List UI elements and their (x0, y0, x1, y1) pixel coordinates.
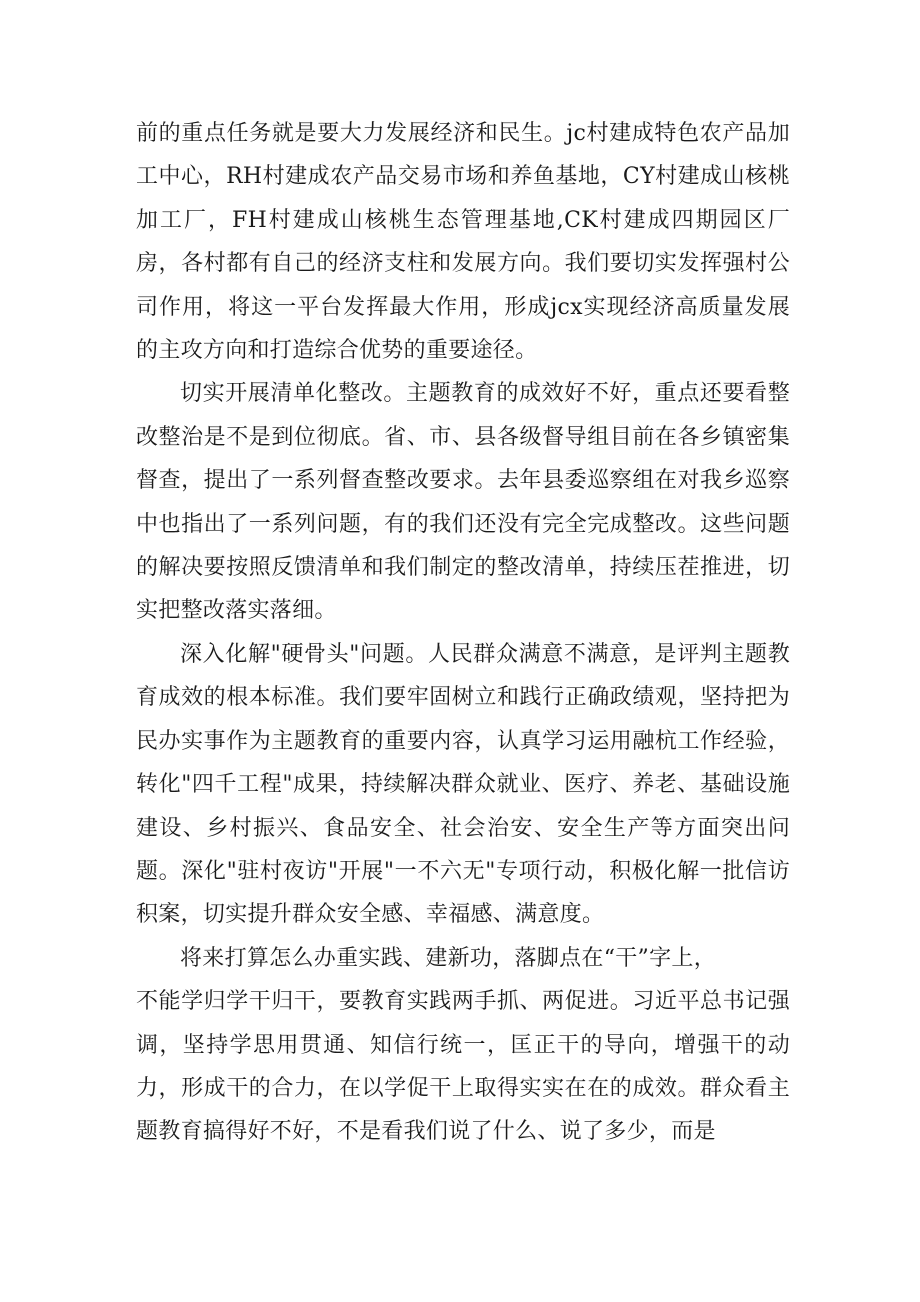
document-body (136, 112, 790, 1154)
paragraph-hard-issues: 深入化解"硬骨头"问题。人民群众满意不满意，是评判主题教育成效的根本标准。我们要牢固树立和践行正确政绩观，坚持把为民办实事作为主题教育的重要内容，认真学习运用融杭工作经验，转化"四千工程"成果，持续解决群众就业、医疗、养老、基础设施建设、乡村振兴、食品安全、社会治安、安全生产等方面突出问题。深化"驻村夜访"开展"一不六无"专项行动，积极化解一批信访积案，切实提升群众安全感、幸福感、满意度。 (136, 641, 790, 928)
paragraph-future-plan: 将来打算怎么办重实践、建新功，落脚点在“干”字上， (180, 945, 716, 971)
paragraph-rectification: 切实开展清单化整改。主题教育的成效好不好，重点还要看整改整治是不是到位彻底。省、市、县各级督导组目前在各乡镇密集督查，提出了一系列督查整改要求。去年县委巡察组在对我乡巡察中也指出了一系列问题，有的我们还没有完全完成整改。这些问题的解决要按照反馈清单和我们制定的整改清单，持续压茬推进，切实把整改落实落细。 (136, 381, 790, 624)
paragraph-practice: 不能学归学干归干，要教育实践两手抓、两促进。习近平总书记强调，坚持学思用贯通、知信行统一，匡正干的导向，增强干的动力，形成干的合力，在以学促干上取得实实在在的成效。群众看主题教育搞得好不好，不是看我们说了什么、说了多少，而是 (136, 989, 790, 1145)
paragraph-economy: 前的重点任务就是要大力发展经济和民生。jc村建成特色农产品加工中心，RH村建成农产品交易市场和养鱼基地，CY村建成山核桃加工厂，FH村建成山核桃生态管理基地,CK村建成四期园区厂房，各村都有自己的经济支柱和发展方向。我们要切实发挥强村公司作用，将这一平台发挥最大作用，形成jcx实现经济高质量发展的主攻方向和打造综合优势的重要途径。 (136, 121, 790, 364)
